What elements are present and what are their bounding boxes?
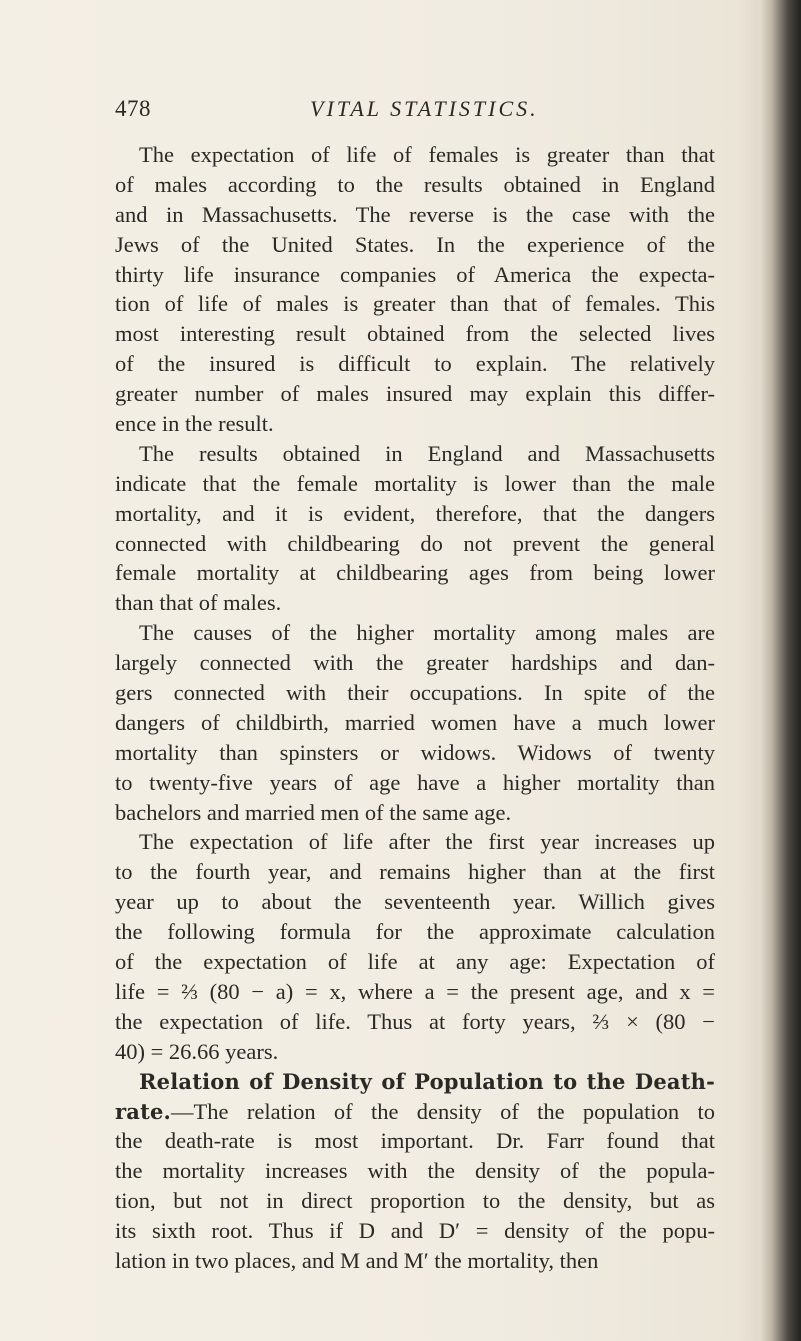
text-line: mortality, and it is evident, therefore, that the dangers — [115, 500, 715, 526]
text-line: and in Massachusetts. The reverse is the case with the — [115, 201, 715, 227]
text-line: connected with childbearing do not prevent the general — [115, 530, 715, 556]
paragraph-5 — [115, 1067, 715, 1276]
text-line: of the expectation of life at any age: Expectation of — [115, 949, 715, 975]
text-line: The expectation of life of females is greater than that — [139, 142, 715, 167]
text-line: year up to about the seventeenth year. Willich gives — [115, 889, 715, 915]
text-line: indicate that the female mortality is lower than the male — [115, 470, 715, 496]
page-binding-edge — [759, 0, 801, 1341]
text-line: The causes of the higher mortality among males are — [139, 620, 715, 646]
text-line: its sixth root. Thus if D and D′ = density of the popu- — [115, 1218, 715, 1244]
text-line — [115, 1097, 715, 1127]
text-line: bachelors and married men of the same age. — [115, 799, 512, 825]
text-line: lation in two places, and M and M′ the mortality, then — [115, 1247, 599, 1273]
text-line: to twenty-five years of age have a higher mortality than — [115, 769, 715, 795]
paragraph-3 — [115, 618, 715, 827]
text-line: ence in the result. — [115, 411, 274, 437]
text-line: life = ⅔ (80 − a) = x, where a = the present age, and x = — [115, 978, 715, 1004]
text-line: The results obtained in England and Massachusetts — [139, 440, 715, 466]
text-line: greater number of males insured may explain this differ- — [115, 381, 715, 407]
text-line: Jews of the United States. In the experience of the — [115, 231, 715, 257]
text-line: female mortality at childbearing ages from being lower — [115, 560, 715, 586]
text-line: the death-rate is most important. Dr. Farr found that — [115, 1128, 715, 1154]
running-head: VITAL STATISTICS. — [310, 96, 539, 121]
paragraph-4 — [115, 827, 715, 1066]
page-header — [115, 96, 755, 136]
text-line: The expectation of life after the first year increases up — [139, 829, 715, 855]
text-line: to the fourth year, and remains higher than at the first — [115, 859, 715, 885]
text-line: of the insured is difficult to explain. The relatively — [115, 351, 715, 377]
text-line: tion, but not in direct proportion to the density, but as — [115, 1188, 715, 1214]
section-heading: Relation of Density of Population to the Death- — [139, 1068, 715, 1094]
section-heading-continued: rate. — [115, 1098, 172, 1124]
text-line: the expectation of life. Thus at forty years, ⅔ × (80 − — [115, 1008, 715, 1034]
text-line: dangers of childbirth, married women have a much lower — [115, 709, 715, 735]
text-line: than that of males. — [115, 590, 282, 616]
text-line-content: —The relation of the density of the population to — [171, 1098, 715, 1124]
page-number: 478 — [115, 96, 151, 121]
text-line: thirty life insurance companies of America the expecta- — [115, 261, 715, 287]
text-line: largely connected with the greater hardships and dan- — [115, 650, 715, 676]
text-line: tion of life of males is greater than that of females. This — [115, 291, 715, 317]
text-line: most interesting result obtained from the selected lives — [115, 321, 715, 347]
text-line — [115, 1067, 715, 1097]
text-line: the following formula for the approximate calculation — [115, 919, 715, 945]
body-text — [115, 140, 715, 1276]
text-line: of males according to the results obtained in England — [115, 171, 715, 197]
text-line: mortality than spinsters or widows. Widows of twenty — [115, 739, 715, 765]
paragraph-1 — [115, 140, 715, 439]
text-line: gers connected with their occupations. In spite of the — [115, 680, 715, 706]
text-line: the mortality increases with the density of the popula- — [115, 1158, 715, 1184]
text-line: 40) = 26.66 years. — [115, 1038, 279, 1064]
paragraph-2 — [115, 439, 715, 618]
